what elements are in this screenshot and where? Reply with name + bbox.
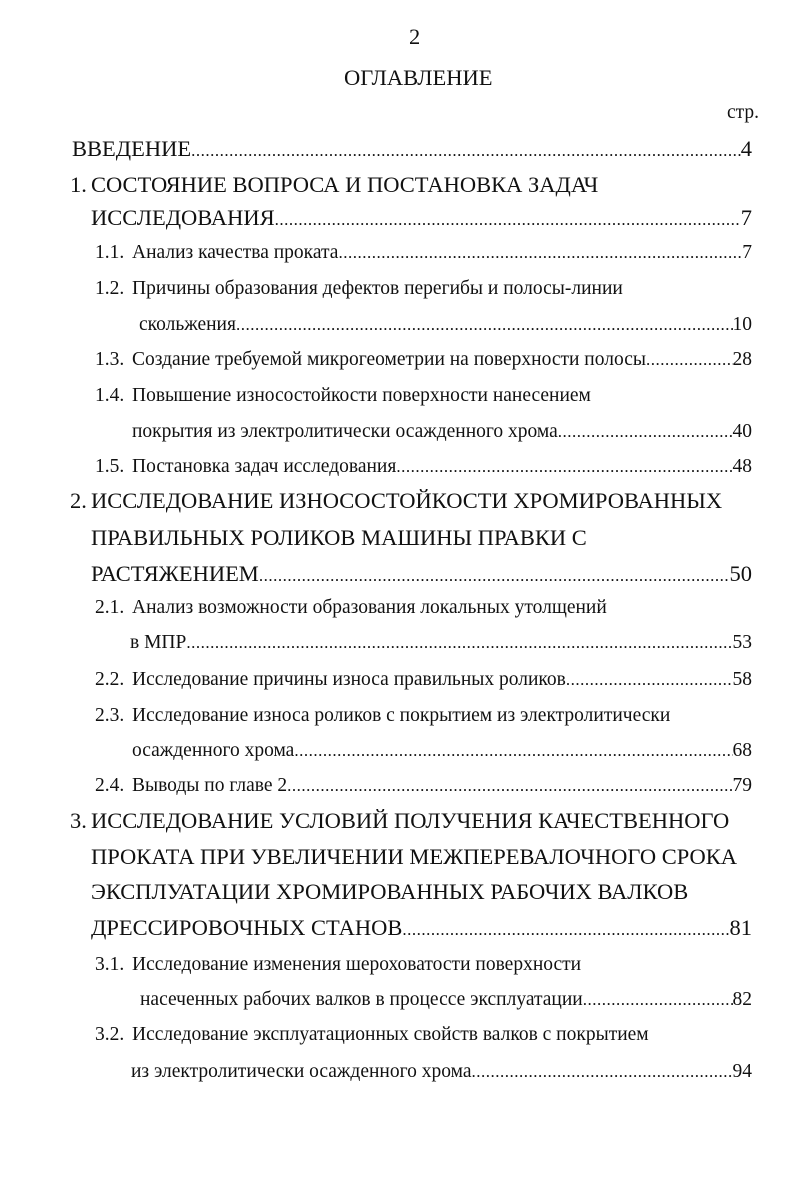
toc-entry-title: скольжения (139, 314, 236, 335)
toc-entry-title: Причины образования дефектов перегибы и полосы-линии (132, 278, 623, 299)
toc-entry-title: Постановка задач исследования (132, 456, 397, 477)
toc-entry-number: 3.1. (95, 954, 125, 975)
toc-page-number: 48 (732, 456, 752, 477)
toc-entry (132, 776, 752, 796)
toc-entry-number: 2.2. (95, 669, 125, 690)
toc-entry-title: Исследование изменения шероховатости поверхности (132, 954, 582, 975)
toc-entry-title: ДРЕССИРОВОЧНЫХ СТАНОВ (91, 915, 403, 940)
toc-entry-title: Анализ возможности образования локальных утолщений (132, 597, 607, 618)
toc-entry-title: Создание требуемой микрогеометрии на поверхности полосы (132, 349, 646, 370)
toc-entry (131, 1062, 752, 1082)
toc-entry (91, 207, 752, 230)
toc-entry-number: 2.4. (95, 775, 125, 796)
toc-entry-title: покрытия из электролитически осажденного хрома (132, 421, 558, 442)
toc-entry-title: ПРОКАТА ПРИ УВЕЛИЧЕНИИ МЕЖПЕРЕВАЛОЧНОГО СРОКА (91, 844, 738, 869)
toc-entry-title: ВВЕДЕНИЕ (72, 136, 192, 161)
toc-entry-number: 3. (70, 808, 87, 833)
toc-entry-title: осажденного хрома (132, 740, 295, 761)
toc-page-number: 94 (732, 1061, 752, 1082)
toc-entry-title: ПРАВИЛЬНЫХ РОЛИКОВ МАШИНЫ ПРАВКИ С (91, 525, 587, 550)
toc-entry-number: 1. (70, 172, 87, 197)
toc-page-number: 79 (732, 775, 752, 796)
toc-entry-title: ИССЛЕДОВАНИЕ УСЛОВИЙ ПОЛУЧЕНИЯ КАЧЕСТВЕННОГО (91, 808, 730, 833)
toc-page-number: 7 (740, 205, 752, 230)
toc-entry (132, 350, 752, 370)
toc-page-number: 28 (732, 349, 752, 370)
toc-entry (140, 990, 752, 1010)
toc-page-number: 58 (732, 669, 752, 690)
toc-entry-number: 1.3. (95, 349, 125, 370)
toc-page-number: 7 (742, 242, 752, 263)
toc-page-number: 4 (740, 136, 752, 161)
toc-page-number: 10 (732, 314, 752, 335)
toc-page-number: 53 (732, 632, 752, 653)
page-column-label: стр. (727, 102, 760, 123)
toc-entry-title: ЭКСПЛУАТАЦИИ ХРОМИРОВАННЫХ РАБОЧИХ ВАЛКОВ (91, 879, 689, 904)
toc-entry (132, 670, 752, 690)
toc-entry-number: 3.2. (95, 1024, 125, 1045)
toc-entry (132, 243, 752, 263)
toc-entry (132, 741, 752, 761)
toc-entry (139, 315, 752, 335)
toc-entry-number: 2.3. (95, 705, 125, 726)
toc-entry (130, 633, 752, 653)
toc-entry-title: Исследование эксплуатационных свойств валков с покрытием (132, 1024, 649, 1045)
toc-entry (91, 917, 752, 940)
toc-entry-title: ИССЛЕДОВАНИЯ (91, 205, 275, 230)
toc-entry (91, 563, 752, 586)
page-title: ОГЛАВЛЕНИЕ (344, 65, 493, 90)
toc-entry-number: 2.1. (95, 597, 125, 618)
toc-entry-number: 1.1. (95, 242, 125, 263)
toc-entry-number: 1.2. (95, 278, 125, 299)
toc-page-number: 50 (729, 561, 752, 586)
toc-page-number: 40 (732, 421, 752, 442)
toc-entry-title: РАСТЯЖЕНИЕМ (91, 561, 259, 586)
toc-entry-number: 2. (70, 488, 87, 513)
toc-entry (132, 422, 752, 442)
toc-entry-title: ИССЛЕДОВАНИЕ ИЗНОСОСТОЙКОСТИ ХРОМИРОВАННЫХ (91, 488, 723, 513)
toc-entry-title: Анализ качества проката (132, 242, 339, 263)
toc-entry-title: в МПР (130, 632, 187, 653)
toc-page-number: 68 (732, 740, 752, 761)
page-number: 2 (409, 24, 421, 49)
toc-page-number: 82 (732, 989, 752, 1010)
toc-entry-title: Исследование причины износа правильных роликов (132, 669, 566, 690)
toc-entry-title: Исследование износа роликов с покрытием из электролитически (132, 705, 671, 726)
toc-entry-title: СОСТОЯНИЕ ВОПРОСА И ПОСТАНОВКА ЗАДАЧ (91, 172, 599, 197)
toc-entry (72, 138, 752, 161)
toc-entry-title: Повышение износостойкости поверхности нанесением (132, 385, 591, 406)
toc-entry-title: Выводы по главе 2 (132, 775, 288, 796)
toc-entry-title: из электролитически осажденного хрома (131, 1061, 472, 1082)
toc-entry (132, 457, 752, 477)
toc-page-number: 81 (729, 915, 752, 940)
toc-entry-number: 1.5. (95, 456, 125, 477)
toc-entry-number: 1.4. (95, 385, 125, 406)
toc-entry-title: насеченных рабочих валков в процессе эксплуатации (140, 989, 583, 1010)
